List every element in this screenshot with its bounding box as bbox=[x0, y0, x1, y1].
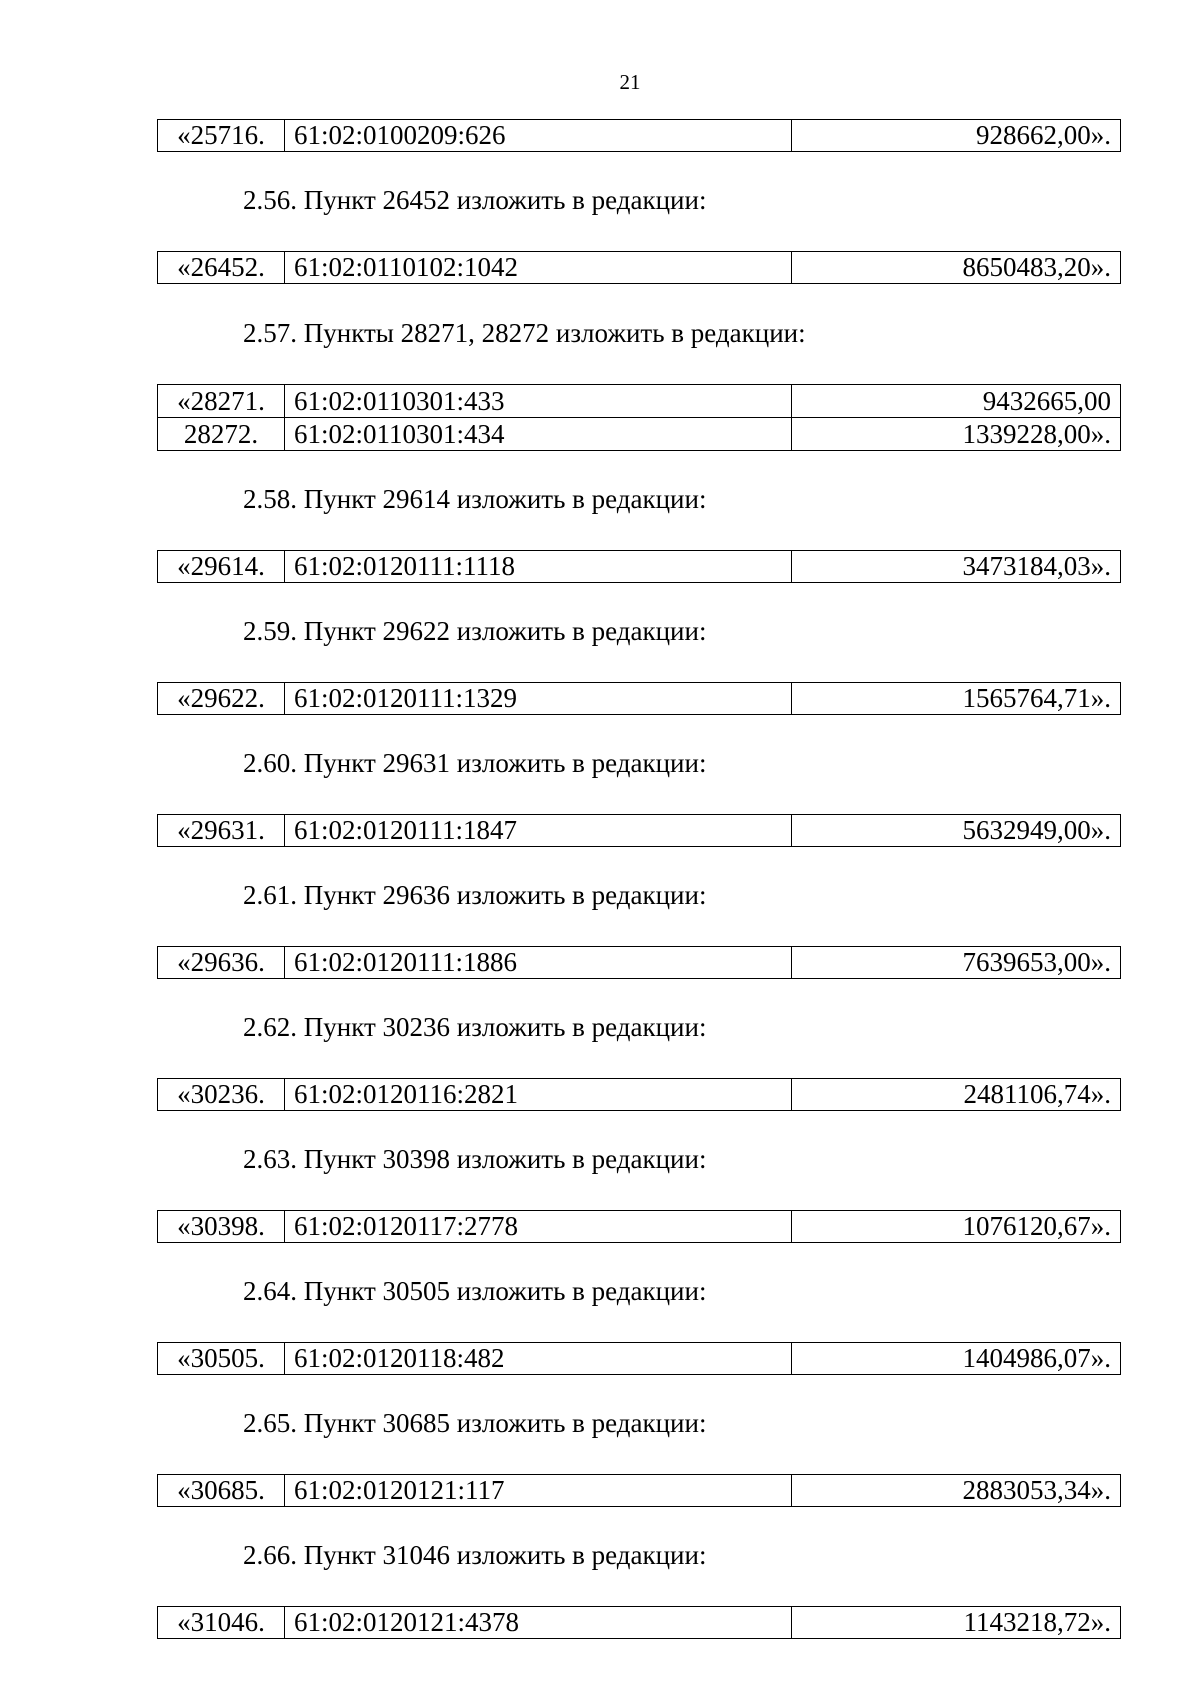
item-number-cell: «30685. bbox=[158, 1475, 285, 1507]
record-table bbox=[157, 251, 1121, 284]
amendment-heading: 2.59. Пункт 29622 изложить в редакции: bbox=[243, 616, 707, 646]
table-row bbox=[158, 551, 1121, 583]
table-row bbox=[158, 418, 1121, 451]
record-table bbox=[157, 1342, 1121, 1375]
cadastral-number-cell: 61:02:0120111:1329 bbox=[285, 683, 792, 715]
record-table bbox=[157, 814, 1121, 847]
item-number-cell: «29636. bbox=[158, 947, 285, 979]
item-number-cell: «29614. bbox=[158, 551, 285, 583]
cadastral-number-cell: 61:02:0120116:2821 bbox=[285, 1079, 792, 1111]
record-table bbox=[157, 1474, 1121, 1507]
record-table bbox=[157, 1078, 1121, 1111]
cadastral-number-cell: 61:02:0120111:1847 bbox=[285, 815, 792, 847]
item-number-cell: «29631. bbox=[158, 815, 285, 847]
cadastral-number-cell: 61:02:0120118:482 bbox=[285, 1343, 792, 1375]
table-row bbox=[158, 385, 1121, 418]
amendment-heading: 2.62. Пункт 30236 изложить в редакции: bbox=[243, 1012, 707, 1042]
cadastral-value-cell: 1404986,07». bbox=[792, 1343, 1121, 1375]
cadastral-number-cell: 61:02:0110301:434 bbox=[285, 418, 792, 451]
table-row bbox=[158, 252, 1121, 284]
amendment-heading: 2.61. Пункт 29636 изложить в редакции: bbox=[243, 880, 707, 910]
cadastral-number-cell: 61:02:0110301:433 bbox=[285, 385, 792, 418]
cadastral-value-cell: 9432665,00 bbox=[792, 385, 1121, 418]
table-row bbox=[158, 1211, 1121, 1243]
cadastral-value-cell: 1143218,72». bbox=[792, 1607, 1121, 1639]
amendment-heading: 2.64. Пункт 30505 изложить в редакции: bbox=[243, 1276, 707, 1306]
table-row bbox=[158, 683, 1121, 715]
table-row bbox=[158, 1343, 1121, 1375]
cadastral-value-cell: 8650483,20». bbox=[792, 252, 1121, 284]
cadastral-value-cell: 2481106,74». bbox=[792, 1079, 1121, 1111]
record-table bbox=[157, 946, 1121, 979]
amendment-heading: 2.57. Пункты 28271, 28272 изложить в редакции: bbox=[243, 318, 806, 348]
item-number-cell: «30398. bbox=[158, 1211, 285, 1243]
cadastral-value-cell: 2883053,34». bbox=[792, 1475, 1121, 1507]
amendment-heading: 2.56. Пункт 26452 изложить в редакции: bbox=[243, 185, 707, 215]
cadastral-value-cell: 3473184,03». bbox=[792, 551, 1121, 583]
table-row bbox=[158, 947, 1121, 979]
item-number-cell: «29622. bbox=[158, 683, 285, 715]
item-number-cell: «28271. bbox=[158, 385, 285, 418]
amendment-heading: 2.65. Пункт 30685 изложить в редакции: bbox=[243, 1408, 707, 1438]
cadastral-number-cell: 61:02:0120111:1118 bbox=[285, 551, 792, 583]
item-number-cell: «26452. bbox=[158, 252, 285, 284]
record-table bbox=[157, 1606, 1121, 1639]
table-row bbox=[158, 1607, 1121, 1639]
cadastral-number-cell: 61:02:0120111:1886 bbox=[285, 947, 792, 979]
record-table bbox=[157, 682, 1121, 715]
cadastral-number-cell: 61:02:0100209:626 bbox=[285, 120, 792, 152]
record-table bbox=[157, 384, 1121, 451]
table-row bbox=[158, 1475, 1121, 1507]
cadastral-value-cell: 928662,00». bbox=[792, 120, 1121, 152]
record-table bbox=[157, 119, 1121, 152]
table-row bbox=[158, 120, 1121, 152]
cadastral-value-cell: 1339228,00». bbox=[792, 418, 1121, 451]
amendment-heading: 2.58. Пункт 29614 изложить в редакции: bbox=[243, 484, 707, 514]
page-number: 21 bbox=[619, 70, 641, 94]
record-table bbox=[157, 550, 1121, 583]
item-number-cell: «25716. bbox=[158, 120, 285, 152]
item-number-cell: «30505. bbox=[158, 1343, 285, 1375]
item-number-cell: 28272. bbox=[158, 418, 285, 451]
amendment-heading: 2.63. Пункт 30398 изложить в редакции: bbox=[243, 1144, 707, 1174]
cadastral-number-cell: 61:02:0120121:4378 bbox=[285, 1607, 792, 1639]
cadastral-value-cell: 5632949,00». bbox=[792, 815, 1121, 847]
table-row bbox=[158, 815, 1121, 847]
amendment-heading: 2.66. Пункт 31046 изложить в редакции: bbox=[243, 1540, 707, 1570]
record-table bbox=[157, 1210, 1121, 1243]
cadastral-value-cell: 7639653,00». bbox=[792, 947, 1121, 979]
item-number-cell: «31046. bbox=[158, 1607, 285, 1639]
cadastral-number-cell: 61:02:0120121:117 bbox=[285, 1475, 792, 1507]
cadastral-value-cell: 1076120,67». bbox=[792, 1211, 1121, 1243]
cadastral-number-cell: 61:02:0120117:2778 bbox=[285, 1211, 792, 1243]
cadastral-number-cell: 61:02:0110102:1042 bbox=[285, 252, 792, 284]
amendment-heading: 2.60. Пункт 29631 изложить в редакции: bbox=[243, 748, 707, 778]
item-number-cell: «30236. bbox=[158, 1079, 285, 1111]
cadastral-value-cell: 1565764,71». bbox=[792, 683, 1121, 715]
table-row bbox=[158, 1079, 1121, 1111]
